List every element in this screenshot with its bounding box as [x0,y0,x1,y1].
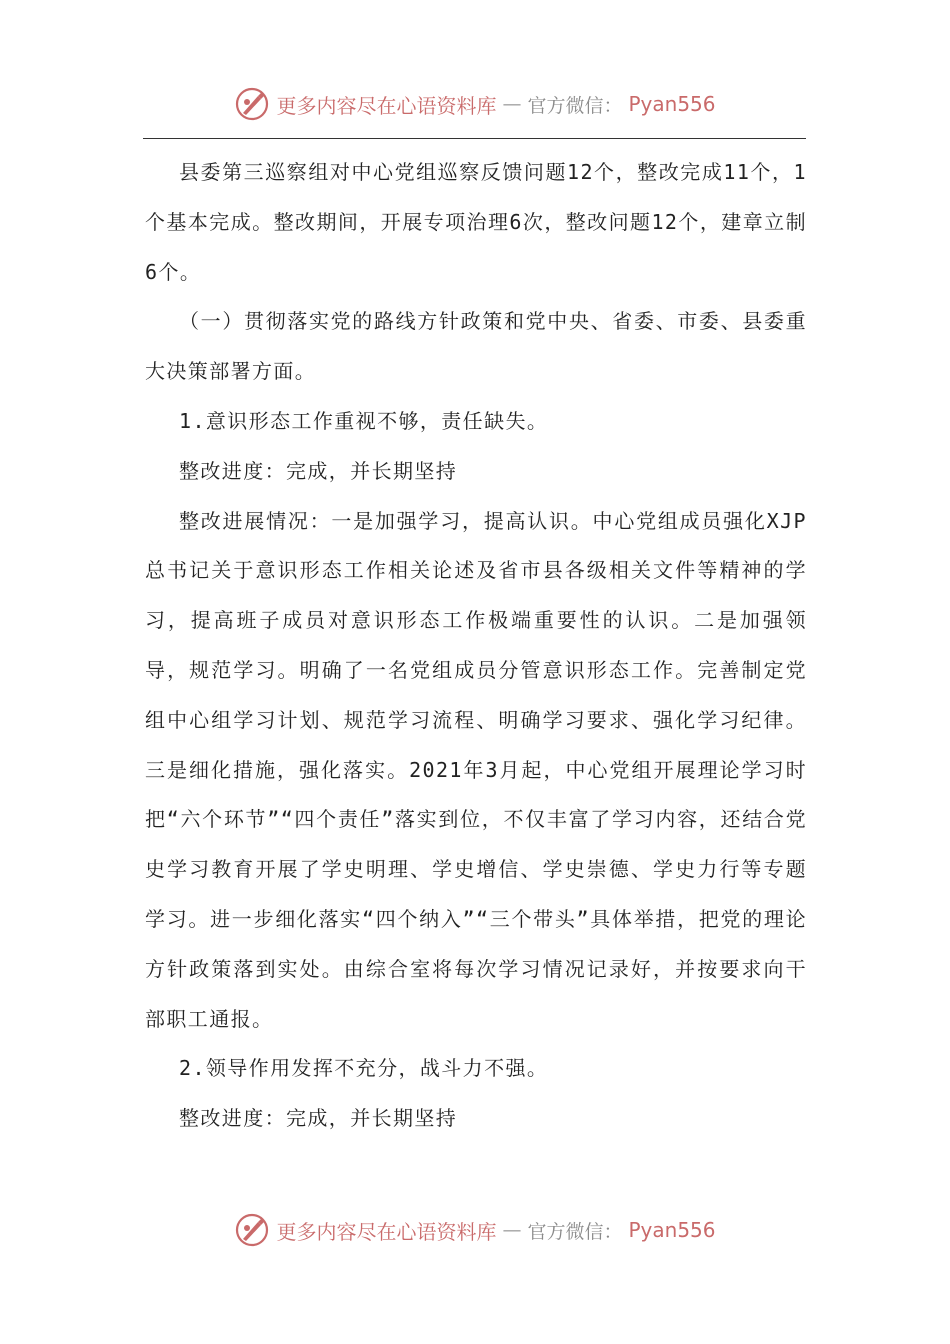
paragraph-item-1-details: 整改进展情况：一是加强学习，提高认识。中心党组成员强化XJP总书记关于意识形态工作相关论述及省市县各级相关文件等精神的学习，提高班子成员对意识形态工作极端重要性的认识。二是加强领导，规范学习。明确了一名党组成员分管意识形态工作。完善制定党组中心组学习计划、规范学习流程、明确学习要求、强化学习纪律。三是细化措施，强化落实。2021年3月起，中心党组开展理论学习时把“六个环节”“四个责任”落实到位，不仅丰富了学习内容，还结合党史学习教育开展了学史明理、学史增信、学史崇德、学史力行等专题学习。进一步细化落实“四个纳入”“三个带头”具体举措，把党的理论方针政策落到实处。由综合室将每次学习情况记录好，并按要求向干部职工通报。 [145,508,807,1031]
watermark-dash: — [502,1219,522,1241]
pen-circle-logo-icon [234,1212,270,1248]
paragraph-item-1-progress: 整改进度：完成，并长期坚持 [179,458,458,483]
header-watermark [0,84,950,124]
paragraph-summary: 县委第三巡察组对中心党组巡察反馈问题12个，整改完成11个，1个基本完成。整改期间，开展专项治理6次，整改问题12个，建章立制6个。 [145,160,807,284]
paragraph-item-2-progress: 整改进度：完成，并长期坚持 [179,1106,458,1131]
watermark-wechat-id: Pyan556 [628,92,716,116]
document-body [145,148,807,1144]
watermark-brand-text: 更多内容尽在心语资料库 [276,93,497,118]
header-divider [143,138,806,139]
footer-watermark [0,1210,950,1250]
watermark-dash: — [502,93,522,115]
paragraph-item-1-title: 1.意识形态工作重视不够，责任缺失。 [179,408,549,433]
watermark-wechat-id: Pyan556 [628,1218,716,1242]
watermark-wechat-label: 官方微信： [527,94,623,117]
watermark-wechat-label: 官方微信： [527,1220,623,1243]
watermark-brand-text: 更多内容尽在心语资料库 [276,1219,497,1244]
paragraph-item-2-title: 2.领导作用发挥不充分，战斗力不强。 [179,1056,549,1081]
paragraph-section-heading: （一）贯彻落实党的路线方针政策和党中央、省委、市委、县委重大决策部署方面。 [145,309,807,384]
pen-circle-logo-icon [234,86,270,122]
